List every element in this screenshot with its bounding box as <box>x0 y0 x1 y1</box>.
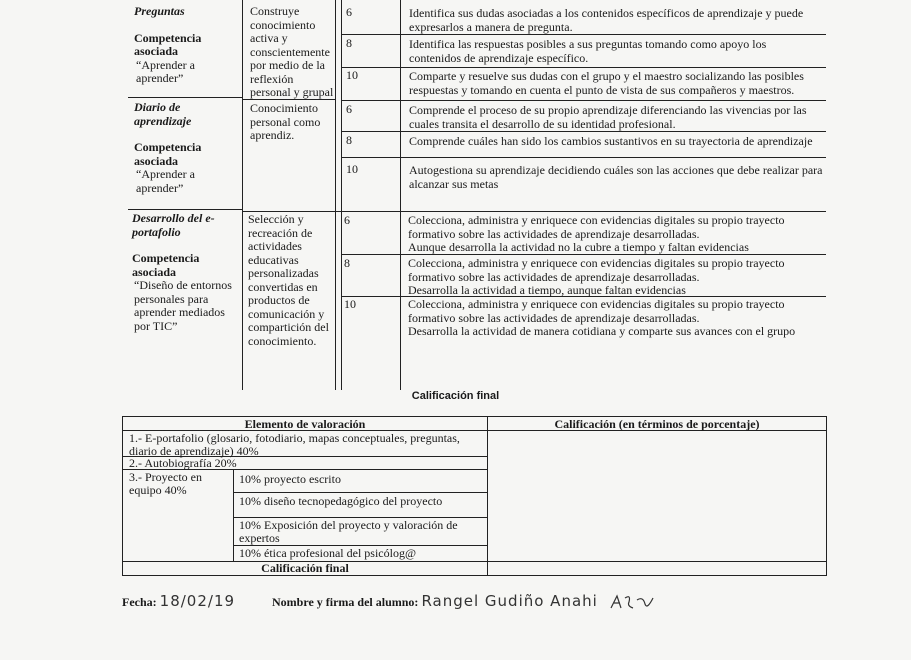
grade-col-rule <box>233 469 234 561</box>
student-name-value: Rangel Gudiño Anahi <box>421 592 598 610</box>
rubric-col-rule <box>242 0 243 390</box>
level-description <box>408 214 820 255</box>
criterion-title: Diario de aprendizaje <box>134 100 192 128</box>
competence-label: Competencia asociada <box>134 30 202 58</box>
criterion-diario <box>134 101 238 195</box>
signature-mark <box>607 592 657 614</box>
student-name-label: Nombre y firma del alumno: <box>272 595 419 609</box>
rubric-row-rule <box>341 131 826 132</box>
level-score: 6 <box>346 102 352 116</box>
criterion-description: Conocimiento personal como aprendiz. <box>250 101 321 142</box>
level-score: 8 <box>346 133 352 147</box>
criterion-eportafolio <box>132 212 238 333</box>
rubric-col-rule <box>341 0 342 390</box>
criterion-title: Preguntas <box>134 4 185 18</box>
competence-name: “Aprender a aprender” <box>136 167 195 195</box>
date-value: 18/02/19 <box>159 592 236 610</box>
level-description <box>408 298 820 339</box>
level-score: 8 <box>344 256 350 270</box>
grade-col-header-element: Elemento de valoración <box>244 417 366 431</box>
rubric-col-rule <box>400 0 401 390</box>
grade-row-proyecto: 3.- Proyecto en equipo 40% <box>129 470 202 497</box>
level-description: Comprende el proceso de su propio aprendizaje diferenciando las vivencias por las cuales transita el desarrollo de su identidad profesional. <box>409 103 807 131</box>
criterion-preguntas <box>134 5 238 86</box>
rubric-row-rule <box>341 100 826 101</box>
rubric-row-rule <box>242 211 826 212</box>
grade-subitem: 10% ética profesional del psicólog@ <box>239 546 416 560</box>
rubric-row-rule <box>341 67 826 68</box>
grade-row-autobiografia: 2.- Autobiografía 20% <box>129 456 237 470</box>
date-label: Fecha: <box>122 595 157 609</box>
criterion-title: Desarrollo del e-portafolio <box>132 211 215 239</box>
grade-subitem: 10% Exposición del proyecto y valoración de expertos <box>239 518 458 545</box>
competence-label: Competencia asociada <box>134 140 202 168</box>
grade-subitem: 10% diseño tecnopedagógico del proyecto <box>239 494 443 508</box>
level-score: 8 <box>346 36 352 50</box>
final-grade-title: Calificación final <box>411 390 500 402</box>
rubric-row-rule <box>128 97 242 98</box>
rubric-row-rule <box>128 209 242 210</box>
rubric-col-rule <box>335 0 336 390</box>
level-text: Colecciona, administra y enriquece con evidencias digitales su propio trayecto formativo sobre las actividades de aprendizaje desarrolladas. <box>408 256 785 284</box>
grade-subitem: 10% proyecto escrito <box>239 472 341 486</box>
date-field <box>122 592 235 610</box>
level-description <box>408 257 820 298</box>
level-description: Identifica sus dudas asociadas a los contenidos específicos de aprendizaje y puede expresarlos a manera de pregunta. <box>409 6 804 34</box>
criterion-description: Selección y recreación de actividades educativas personalizadas convertidas en productos de comunicación y compartición del conocimiento. <box>248 212 329 348</box>
level-score: 10 <box>346 162 358 176</box>
level-description: Comparte y resuelve sus dudas con el grupo y el maestro socializando las posibles respuestas y tomando en cuenta el punto de vista de sus compañeros y maestros. <box>409 69 804 97</box>
student-name-field <box>272 592 657 614</box>
rubric-row-rule <box>341 157 826 158</box>
level-description: Identifica las respuestas posibles a sus preguntas tomando como apoyo los contenidos de aprendizaje específico. <box>409 37 767 65</box>
criterion-description: Construye conocimiento activa y conscientemente por medio de la reflexión personal y grupal <box>250 4 334 99</box>
level-note: Aunque desarrolla la actividad no la cubre a tiempo y faltan evidencias <box>408 240 749 254</box>
level-text: Colecciona, administra y enriquece con evidencias digitales su propio trayecto formativo sobre las actividades de aprendizaje desarrolladas. <box>408 213 785 241</box>
final-grade-table <box>122 416 827 576</box>
grade-total-label: Calificación final <box>261 561 349 575</box>
level-text: Colecciona, administra y enriquece con evidencias digitales su propio trayecto formativo sobre las actividades de aprendizaje desarrolladas. <box>408 297 785 325</box>
rubric-row-rule <box>341 34 826 35</box>
level-score: 6 <box>346 5 352 19</box>
competence-name: “Aprender a aprender” <box>136 57 195 85</box>
level-description: Comprende cuáles han sido los cambios sustantivos en su trayectoria de aprendizaje <box>409 134 813 148</box>
grade-row-eportafolio: 1.- E-portafolio (glosario, fotodiario, mapas conceptuales, preguntas, diario de aprendizaje) 40% <box>129 431 460 458</box>
level-score: 6 <box>344 213 350 227</box>
level-note: Desarrolla la actividad de manera cotidiana y comparte sus avances con el grupo <box>408 324 796 338</box>
level-score: 10 <box>344 297 356 311</box>
competence-label: Competencia asociada <box>132 251 200 279</box>
level-score: 10 <box>346 68 358 82</box>
level-description: Autogestiona su aprendizaje decidiendo cuáles son las acciones que debe realizar para alcanzar sus metas <box>409 163 823 191</box>
level-note: Desarrolla la actividad a tiempo, aunque faltan evidencias <box>408 283 686 297</box>
grade-col-header-score: Calificación (en términos de porcentaje) <box>554 417 760 431</box>
grade-col-rule <box>487 417 488 575</box>
competence-name: “Diseño de entornos personales para aprender mediados por TIC” <box>134 278 232 333</box>
grade-row-rule <box>233 492 487 493</box>
